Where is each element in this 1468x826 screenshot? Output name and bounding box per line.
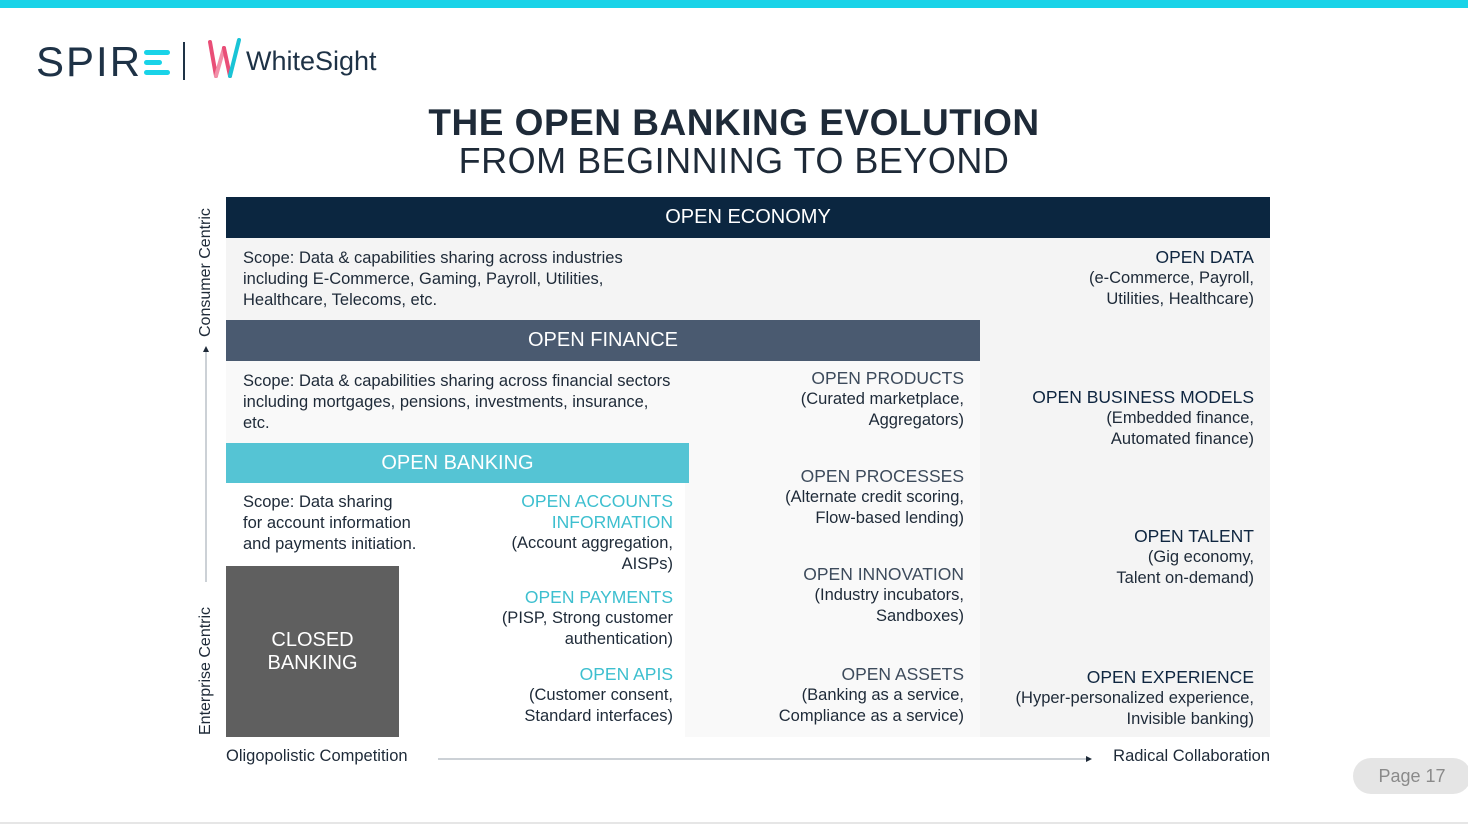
open-business-models-item: [1032, 387, 1254, 450]
open-payments-item: [502, 587, 673, 650]
open-banking-scope: [243, 492, 416, 555]
closed-banking-label: CLOSED: [271, 628, 354, 651]
item-desc: Compliance as a service): [778, 707, 964, 725]
item-title: OPEN TALENT: [1134, 526, 1254, 546]
scope-line: Scope: Data & capabilities sharing across financial sectors: [243, 372, 671, 390]
open-products-item: [801, 368, 964, 431]
item-desc: (e-Commerce, Payroll,: [1088, 269, 1254, 287]
spire-logo-text: SPIR: [36, 38, 143, 85]
item-desc: (PISP, Strong customer: [501, 609, 673, 627]
open-apis-item: [524, 664, 673, 727]
spire-logo: [36, 38, 170, 86]
scope-line: Scope: Data sharing: [243, 493, 393, 511]
logo-divider: [183, 42, 185, 80]
closed-banking-label: BANKING: [267, 651, 358, 674]
scope-line: including mortgages, pensions, investments, insurance,: [243, 393, 649, 411]
y-axis-arrow-icon: [200, 344, 212, 584]
item-desc: AISPs): [621, 555, 673, 573]
open-data-item: [1089, 247, 1254, 310]
item-title: OPEN PAYMENTS: [524, 587, 673, 607]
item-desc: Standard interfaces): [524, 707, 673, 725]
item-title: OPEN DATA: [1155, 247, 1254, 267]
item-desc: Invisible banking): [1126, 710, 1254, 728]
item-desc: (Industry incubators,: [814, 586, 964, 604]
open-finance-header: OPEN FINANCE: [226, 320, 980, 361]
item-title: INFORMATION: [551, 512, 673, 532]
open-economy-header: OPEN ECONOMY: [226, 197, 1270, 238]
spire-logo-e-icon: [144, 44, 170, 78]
item-desc: (Gig economy,: [1147, 548, 1254, 566]
scope-line: etc.: [243, 414, 270, 432]
scope-line: Scope: Data & capabilities sharing across industries: [243, 249, 623, 267]
item-desc: (Alternate credit scoring,: [785, 488, 964, 506]
page-subtitle: FROM BEGINNING TO BEYOND: [458, 140, 1010, 181]
open-finance-scope: [243, 371, 670, 434]
item-title: OPEN ASSETS: [841, 664, 964, 684]
open-assets-item: [779, 664, 964, 727]
item-title: OPEN PROCESSES: [800, 466, 964, 486]
item-title: OPEN ACCOUNTS: [521, 491, 673, 511]
item-title: OPEN EXPERIENCE: [1086, 667, 1254, 687]
y-axis-bottom-label: Enterprise Centric: [197, 606, 214, 735]
scope-line: and payments initiation.: [243, 535, 417, 553]
page-number-badge: Page 17: [1353, 758, 1468, 794]
item-desc: Utilities, Healthcare): [1106, 290, 1254, 308]
item-desc: Flow-based lending): [815, 509, 964, 527]
open-talent-item: [1116, 526, 1254, 589]
item-desc: (Embedded finance,: [1106, 409, 1254, 427]
whitesight-w-logo-icon: [208, 38, 242, 80]
page-title: THE OPEN BANKING EVOLUTION: [428, 102, 1040, 143]
top-accent-bar: [0, 0, 1468, 8]
item-desc: Sandboxes): [875, 607, 964, 625]
open-banking-header: OPEN BANKING: [226, 443, 689, 483]
item-title: OPEN BUSINESS MODELS: [1032, 387, 1254, 407]
open-experience-item: [1016, 667, 1254, 730]
item-desc: (Hyper-personalized experience,: [1015, 689, 1254, 707]
scope-line: for account information: [243, 514, 411, 532]
item-desc: authentication): [564, 630, 673, 648]
x-axis-left-label: Oligopolistic Competition: [226, 747, 408, 765]
item-title: OPEN PRODUCTS: [811, 368, 964, 388]
bottom-divider: [0, 822, 1468, 824]
item-desc: (Customer consent,: [529, 686, 673, 704]
open-processes-item: [785, 466, 964, 529]
scope-line: Healthcare, Telecoms, etc.: [243, 291, 438, 309]
item-desc: (Curated marketplace,: [800, 390, 964, 408]
whitesight-logo-text: WhiteSight: [246, 46, 377, 76]
item-title: OPEN APIS: [579, 664, 673, 684]
open-accounts-information-item: [512, 491, 673, 575]
item-title: OPEN INNOVATION: [803, 564, 964, 584]
closed-banking-box: [226, 566, 399, 737]
item-desc: Aggregators): [868, 411, 964, 429]
item-desc: Automated finance): [1110, 430, 1254, 448]
open-economy-scope: [243, 248, 623, 311]
item-desc: (Account aggregation,: [511, 534, 673, 552]
x-axis-arrow-icon: [436, 753, 1096, 765]
y-axis-top-label: Consumer Centric: [197, 208, 214, 337]
open-innovation-item: [803, 564, 964, 627]
item-desc: (Banking as a service,: [801, 686, 964, 704]
item-desc: Talent on-demand): [1116, 569, 1254, 587]
scope-line: including E-Commerce, Gaming, Payroll, Utilities,: [243, 270, 604, 288]
x-axis-right-label: Radical Collaboration: [1113, 747, 1270, 765]
